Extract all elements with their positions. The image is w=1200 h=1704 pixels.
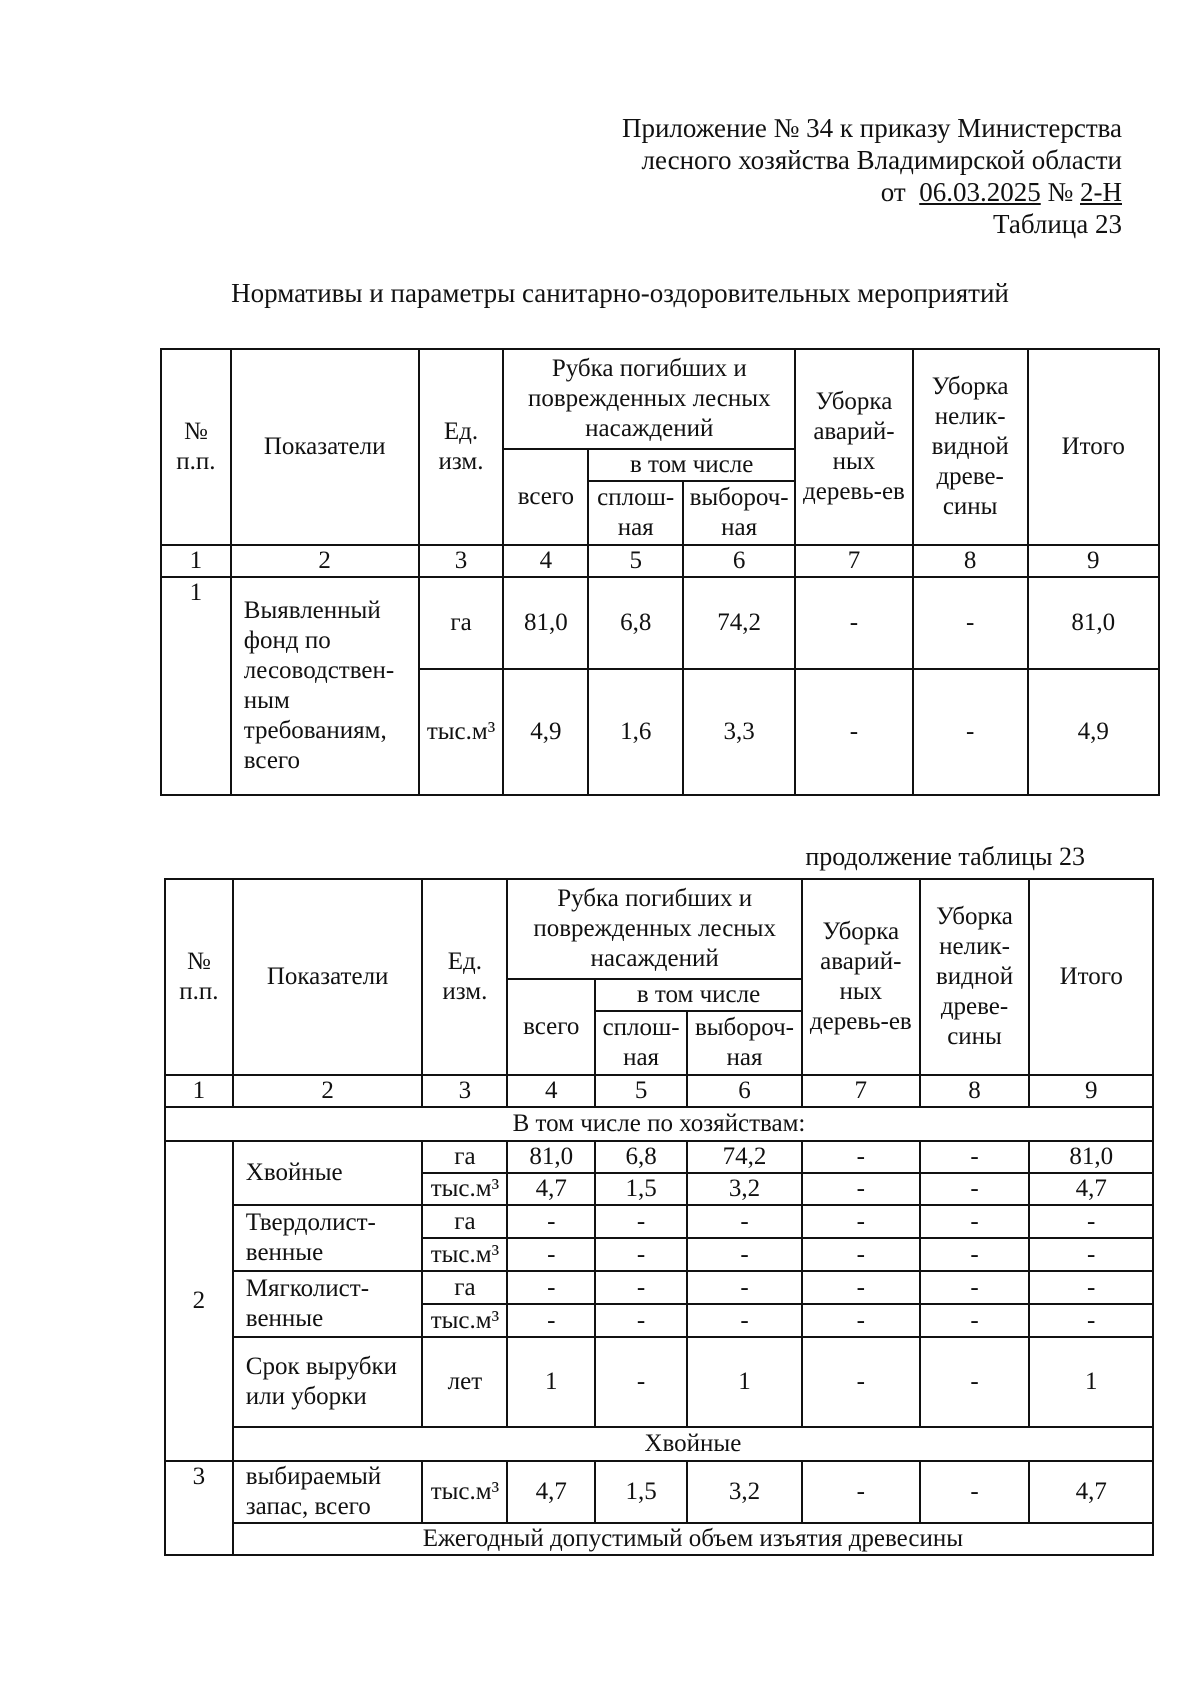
table-row: Твердолист-венные га - - - - - - bbox=[165, 1205, 1153, 1238]
col-felling-header: Рубка погибших и поврежденных лесных насаждений bbox=[507, 879, 802, 979]
header-line-3: от 06.03.2025 № 2-Н bbox=[880, 177, 1122, 207]
section-band-annual-volume: Ежегодный допустимый объем изъятия древесины bbox=[233, 1523, 1153, 1555]
table-row: тыс.м³ - - - - - - bbox=[165, 1304, 1153, 1337]
table-row: тыс.м³ 4,7 1,5 3,2 - - 4,7 bbox=[165, 1173, 1153, 1205]
col-indicators-header: Показатели bbox=[233, 879, 423, 1075]
norms-table bbox=[160, 348, 1160, 796]
col-including-header: в том числе bbox=[595, 979, 802, 1011]
row-label: выбираемый запас, всего bbox=[233, 1461, 423, 1523]
header-line-2: лесного хозяйства Владимирской области bbox=[641, 145, 1122, 175]
col-emergency-header: Уборка аварий-ных деревь-ев bbox=[802, 879, 920, 1075]
col-selective-header: выбороч-ная bbox=[683, 481, 795, 545]
row-label: Выявленный фонд по лесоводствен-ным требованиям, всего bbox=[231, 577, 419, 795]
col-total-sub-header: всего bbox=[507, 979, 595, 1075]
section-band-conifers: Хвойные bbox=[233, 1427, 1153, 1461]
col-num-header: № п.п. bbox=[161, 349, 231, 545]
table-row: 3 выбираемый запас, всего тыс.м³ 4,7 1,5 3,2 - - 4,7 bbox=[165, 1461, 1153, 1523]
row-label: Хвойные bbox=[233, 1141, 423, 1205]
table-row: 2 Хвойные га 81,0 6,8 74,2 - - 81,0 bbox=[165, 1141, 1153, 1173]
continuation-label: продолжение таблицы 23 bbox=[805, 842, 1085, 871]
header-line-1: Приложение № 34 к приказу Министерства bbox=[621, 113, 1122, 143]
table-row: 1 Выявленный фонд по лесоводствен-ным требованиям, всего га 81,0 6,8 74,2 - - 81,0 bbox=[161, 577, 1159, 669]
table-row: Мягколист-венные га - - - - - - bbox=[165, 1271, 1153, 1304]
order-number: 2-Н bbox=[1080, 177, 1122, 207]
col-total-header: Итого bbox=[1029, 879, 1153, 1075]
index-row: 1 2 3 4 5 6 7 8 9 bbox=[165, 1075, 1153, 1107]
index-row: 1 2 3 4 5 6 7 8 9 bbox=[161, 545, 1159, 577]
row-number: 2 bbox=[165, 1141, 233, 1461]
row-label: Мягколист-венные bbox=[233, 1271, 423, 1337]
table-row: тыс.м³ - - - - - - bbox=[165, 1238, 1153, 1271]
col-total-header: Итого bbox=[1028, 349, 1160, 545]
col-indicators-header: Показатели bbox=[231, 349, 419, 545]
col-unit-header: Ед. изм. bbox=[419, 349, 504, 545]
table-label: Таблица 23 bbox=[993, 209, 1122, 239]
col-emergency-header: Уборка аварий-ных деревь-ев bbox=[795, 349, 913, 545]
col-illiquid-header: Уборка нелик-видной древе-сины bbox=[920, 879, 1030, 1075]
table-row: тыс.м³ 4,9 1,6 3,3 - - 4,9 bbox=[161, 669, 1159, 795]
row-number: 1 bbox=[161, 577, 231, 795]
table-row: Срок вырубки или уборки лет 1 - 1 - - 1 bbox=[165, 1337, 1153, 1427]
row-label: Твердолист-венные bbox=[233, 1205, 423, 1271]
col-selective-header: выбороч-ная bbox=[687, 1011, 802, 1075]
norms-table-continued bbox=[164, 878, 1154, 1556]
col-including-header: в том числе bbox=[588, 449, 795, 481]
col-illiquid-header: Уборка нелик-видной древе-сины bbox=[913, 349, 1028, 545]
col-felling-header: Рубка погибших и поврежденных лесных насаждений bbox=[503, 349, 795, 449]
col-unit-header: Ед. изм. bbox=[422, 879, 507, 1075]
row-number: 3 bbox=[165, 1461, 233, 1555]
col-num-header: № п.п. bbox=[165, 879, 233, 1075]
page-title: Нормативы и параметры санитарно-оздоровительных мероприятий bbox=[231, 278, 1009, 308]
col-total-sub-header: всего bbox=[503, 449, 588, 545]
col-clear-header: сплош-ная bbox=[595, 1011, 687, 1075]
appendix-header bbox=[622, 112, 1122, 240]
section-band-by-farms: В том числе по хозяйствам: bbox=[165, 1107, 1153, 1141]
row-label: Срок вырубки или уборки bbox=[233, 1337, 423, 1427]
col-clear-header: сплош-ная bbox=[588, 481, 683, 545]
order-date: 06.03.2025 bbox=[919, 177, 1041, 207]
